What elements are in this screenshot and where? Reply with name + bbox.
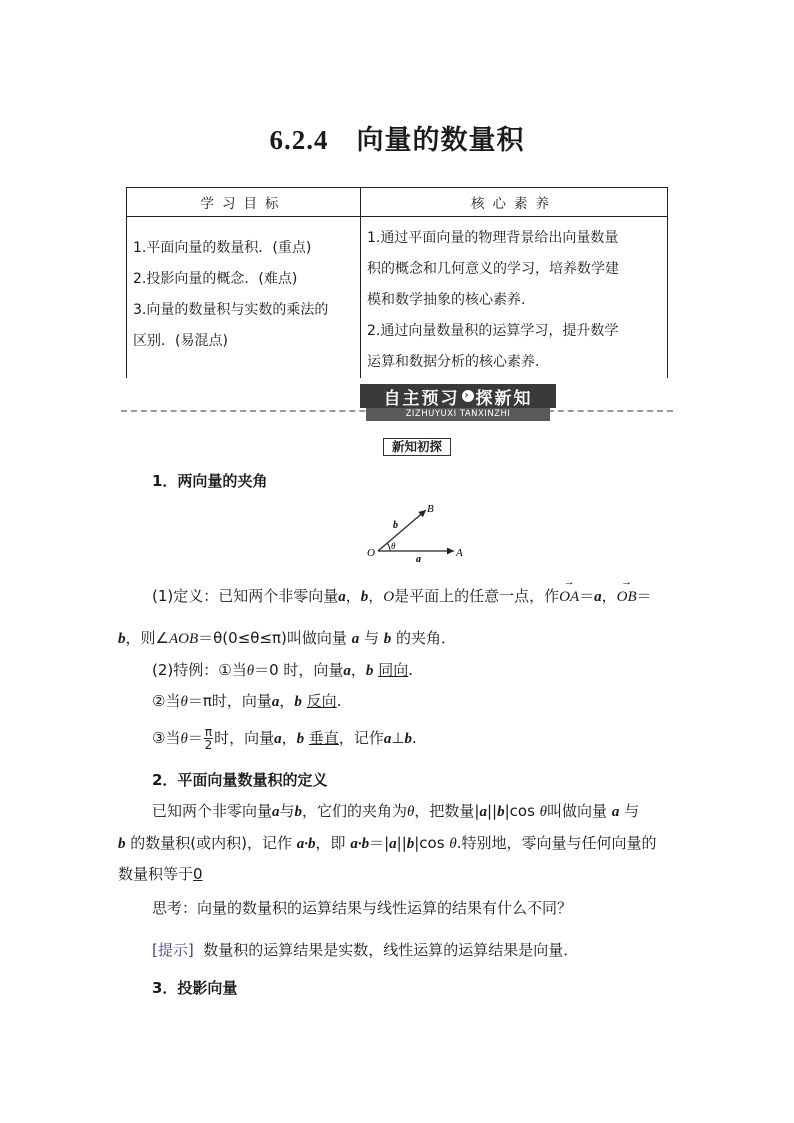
vec-a: a: [274, 731, 282, 747]
goals-cell: [127, 217, 361, 379]
text: ，把数量|: [414, 802, 480, 820]
text: 的数量积(或内积)，记作: [130, 834, 292, 852]
vec-a: a: [271, 694, 280, 710]
vec-a: a: [343, 663, 351, 679]
text: 与: [624, 802, 640, 820]
text: |cos: [504, 802, 535, 820]
vec-OA: → OA: [559, 589, 579, 606]
heading-dot-product: 2．平面向量数量积的定义: [152, 771, 328, 789]
text: ＝: [636, 587, 652, 605]
literacy-item: 运算和数据分析的核心素养.: [367, 354, 540, 370]
text: 数量积等于: [118, 865, 194, 883]
text: ＝: [187, 729, 203, 747]
answer-same-direction: 同向: [378, 661, 409, 679]
vec-a: a: [594, 589, 602, 605]
vec-b: b: [294, 694, 302, 710]
vec-a: a: [389, 836, 397, 852]
text: 叫做向量: [547, 802, 608, 820]
vec-a: a: [338, 589, 346, 605]
hint: [152, 939, 578, 960]
text: 与: [363, 629, 379, 647]
think-question: 思考：向量的数量积的运算结果与线性运算的结果有什么不同？: [152, 899, 573, 917]
vec-b: b: [360, 589, 369, 605]
goal-item: 3.向量的数量积与实数的乘法的: [133, 302, 329, 318]
definition-line-1: [152, 585, 652, 606]
goals-table: [126, 187, 668, 378]
page-title: [0, 118, 794, 157]
vec-b: b: [294, 804, 303, 820]
vec-a: a: [272, 804, 280, 820]
goal-item: 1.平面向量的数量积．(重点): [133, 240, 312, 256]
vec-b: b: [365, 663, 374, 679]
text: ，: [281, 729, 297, 747]
text: .特别地，零向量与任何向量的: [456, 834, 657, 852]
heading-projection: 3．投影向量: [152, 979, 238, 997]
text: ③当: [152, 729, 181, 747]
vec-a: a: [383, 731, 392, 747]
vec-b: b: [118, 836, 126, 852]
theta: θ: [539, 804, 548, 820]
text: ，它们的夹角为: [302, 802, 408, 820]
text: 与: [279, 802, 295, 820]
text: ，: [601, 587, 617, 605]
text: ＝π时，向量: [187, 692, 272, 710]
text: ＝|: [369, 834, 390, 852]
text: 是平面上的任意一点，作: [394, 587, 560, 605]
special-case-3: [152, 726, 417, 751]
vec-OB: → OB: [617, 589, 637, 606]
text: ||: [396, 834, 407, 852]
hint-text: 数量积的运算结果是实数，线性运算的运算结果是向量．: [203, 941, 579, 959]
text: ＝θ(0≤θ≤π)叫做向量: [198, 629, 347, 647]
text: .: [408, 661, 413, 679]
label-theta: θ: [391, 541, 396, 551]
special-case-2: [152, 690, 341, 711]
dot-def-line-3: [118, 863, 203, 884]
section-label-text: 新知初探: [383, 438, 451, 456]
text: ，: [345, 587, 361, 605]
banner-right: 探新知: [475, 388, 533, 409]
vec-a: a: [351, 631, 360, 647]
a-dot-b: a·b: [350, 836, 370, 852]
point-O: O: [383, 589, 395, 605]
heading-angle: 1．两向量的夹角: [152, 472, 268, 490]
text: 的夹角．: [396, 629, 457, 647]
theta: θ: [180, 731, 188, 747]
vec-b: b: [118, 631, 126, 647]
answer-zero: 0: [193, 865, 203, 883]
title-text: 向量的数量积: [356, 125, 525, 156]
dot-def-line-1: [152, 800, 639, 821]
text: ，记作: [338, 729, 384, 747]
banner-left: 自主预习: [383, 388, 460, 409]
literacy-item: 1.通过平面向量的物理背景给出向量数量: [367, 230, 619, 246]
angle-AOB: AOB: [168, 631, 199, 647]
vec-b: b: [383, 631, 392, 647]
text: ②当: [152, 692, 181, 710]
dot-def-line-2: [118, 832, 656, 853]
text: |cos: [414, 834, 445, 852]
banner-title: [360, 384, 556, 408]
answer-opposite: 反向: [306, 692, 337, 710]
special-case-1: [152, 659, 413, 680]
text: 时，向量: [214, 729, 275, 747]
goal-item: 区别．(易混点): [133, 333, 228, 349]
vec-a: a: [479, 804, 487, 820]
denominator: 2: [204, 738, 213, 752]
text: .: [336, 692, 342, 710]
literacy-item: 积的概念和几何意义的学习，培养数学建: [367, 261, 619, 277]
header-learning-goals: 学习目标: [127, 188, 361, 217]
perp-symbol: ⊥: [391, 729, 405, 747]
text: ||: [486, 802, 498, 820]
text: ＝: [579, 587, 595, 605]
text: (2)特例：①当: [152, 661, 247, 679]
definition-line-2: [118, 627, 456, 648]
text: .: [412, 729, 417, 747]
section-label: [368, 437, 466, 457]
goal-item: 2.投影向量的概念．(难点): [133, 271, 298, 287]
label-B: B: [427, 503, 434, 515]
text: ，: [279, 692, 295, 710]
literacy-item: 2.通过向量数量积的运算学习，提升数学: [367, 323, 619, 339]
text: ，: [368, 587, 384, 605]
angle-figure: [360, 500, 470, 565]
label-A: A: [456, 547, 463, 559]
fraction-pi-over-2: [204, 726, 213, 751]
angle-arc: [387, 543, 390, 551]
label-b: b: [393, 520, 398, 531]
text: (1)定义：已知两个非零向量: [152, 587, 339, 605]
literacy-cell: [361, 217, 668, 379]
label-a: a: [416, 554, 421, 565]
numerator: π: [204, 725, 213, 739]
theta: θ: [180, 694, 188, 710]
a-dot-b: a·b: [296, 836, 316, 852]
banner-subtitle: ZIZHUYUXI TANXINZHI: [366, 408, 550, 421]
literacy-item: 模和数学抽象的核心素养.: [367, 292, 526, 308]
vec-b: b: [296, 731, 305, 747]
vec-b: b: [404, 731, 412, 747]
section-number: 6.2.4: [269, 125, 329, 155]
chevron-right-icon: ›: [462, 390, 474, 402]
theta: θ: [449, 836, 457, 852]
label-O: O: [367, 547, 375, 559]
text: 已知两个非零向量: [152, 802, 273, 820]
text: ，即: [315, 834, 346, 852]
header-core-literacy: 核心素养: [361, 188, 668, 217]
hint-label: [提示]: [152, 941, 194, 959]
theta: θ: [246, 663, 255, 679]
answer-perpendicular: 垂直: [308, 729, 339, 747]
vec-a: a: [611, 804, 620, 820]
vector-b-line: [378, 510, 426, 551]
text: ，则∠: [125, 629, 169, 647]
text: ＝0 时，向量: [254, 661, 344, 679]
vec-b: b: [406, 836, 415, 852]
text: ，: [350, 661, 366, 679]
vec-b: b: [497, 804, 505, 820]
theta: θ: [407, 804, 415, 820]
